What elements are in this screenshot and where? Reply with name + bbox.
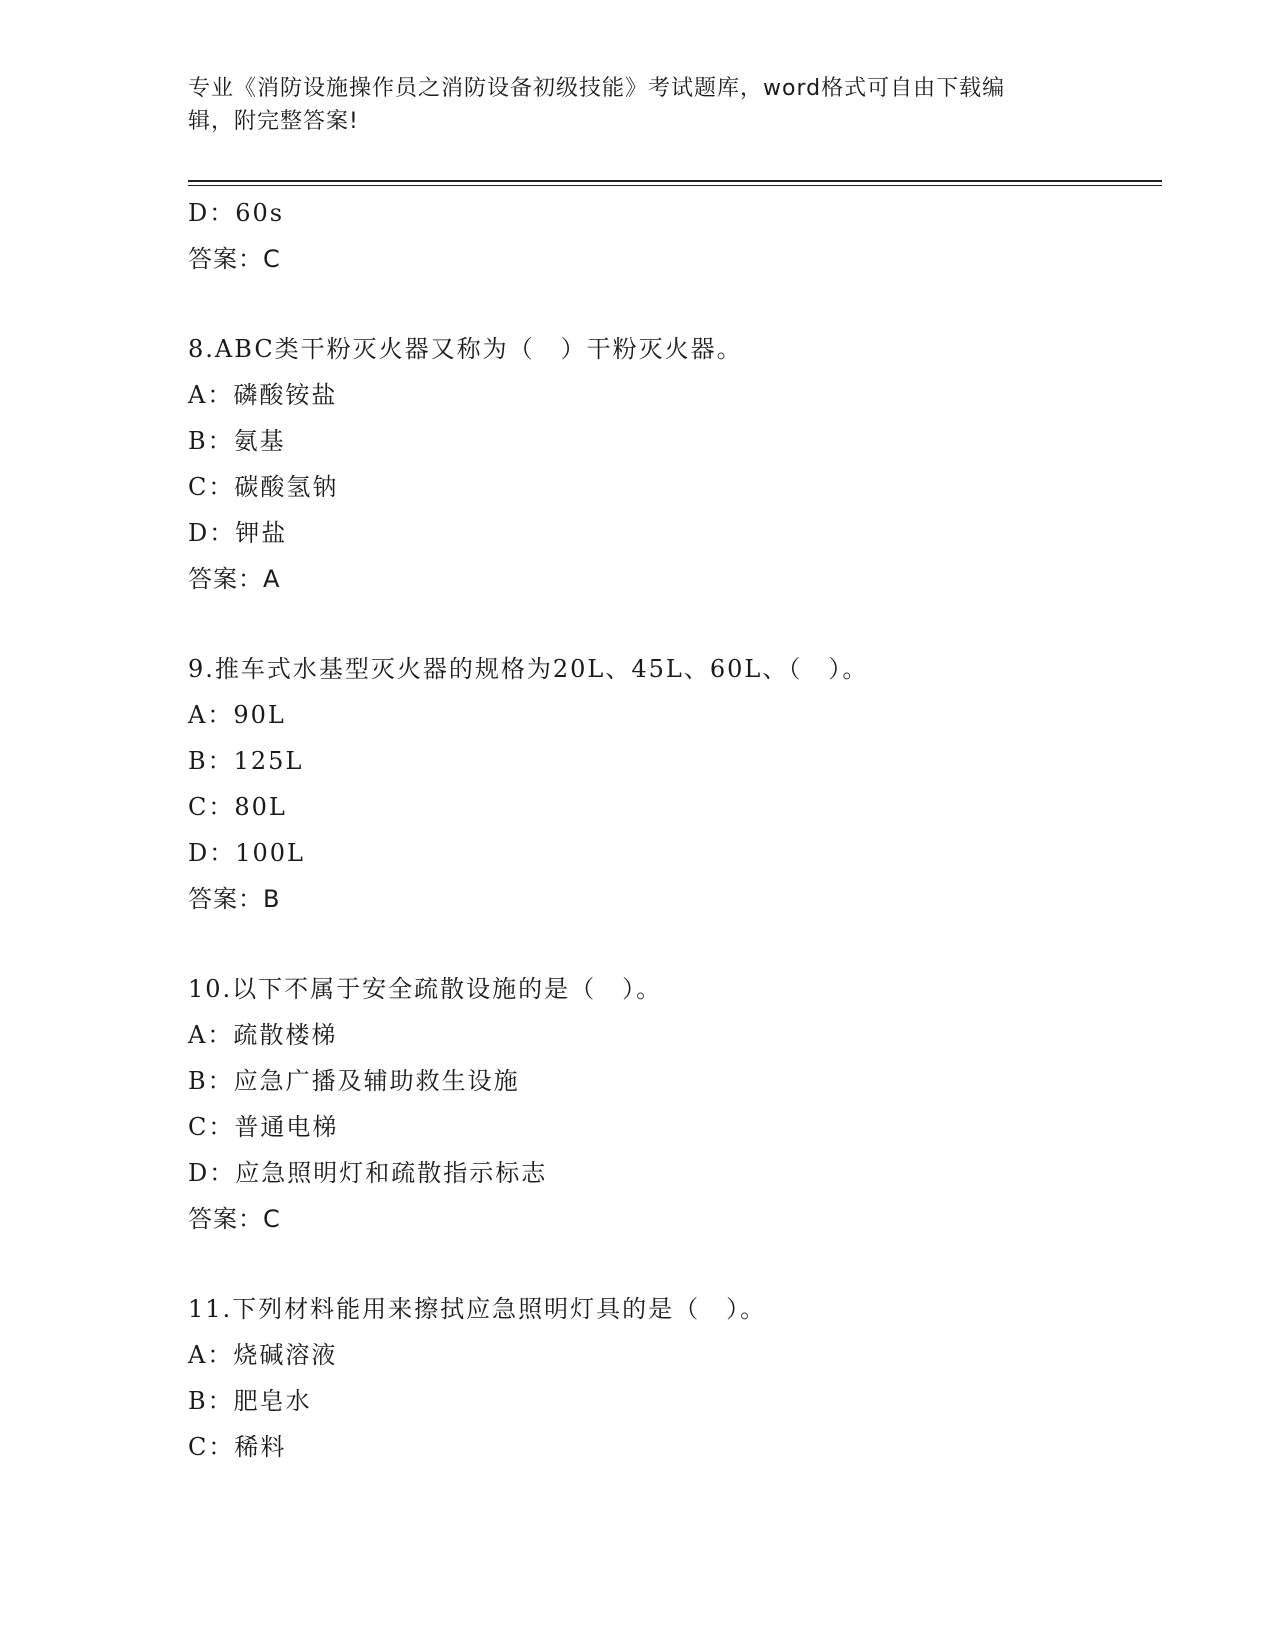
option-d: D：100L: [188, 839, 305, 867]
option-a: A：90L: [188, 701, 286, 729]
option-d: D：60s: [188, 199, 285, 227]
option-c: C：普通电梯: [188, 1113, 339, 1141]
option-d: D：钾盐: [188, 519, 288, 547]
document-header: [188, 72, 1088, 138]
option-d: D：应急照明灯和疏散指示标志: [188, 1159, 548, 1187]
question-8: [188, 326, 1162, 602]
question-gap: [188, 922, 1162, 966]
header-divider-thick: [188, 180, 1162, 182]
answer-line: 答案：C: [188, 1205, 281, 1233]
option-b: B：氨基: [188, 427, 286, 455]
question-gap: [188, 282, 1162, 326]
question-stem: 8.ABC类干粉灭火器又称为（ ）干粉灭火器。: [188, 335, 743, 363]
question-gap: [188, 1242, 1162, 1286]
header-line-1: 专业《消防设施操作员之消防设备初级技能》考试题库，word格式可自由下载编: [188, 76, 1006, 101]
question-gap: [188, 602, 1162, 646]
option-a: A：疏散楼梯: [188, 1021, 338, 1049]
question-stem: 9.推车式水基型灭火器的规格为20L、45L、60L、（ ）。: [188, 655, 869, 683]
header-divider-thin: [188, 185, 1162, 186]
question-11: [188, 1286, 1162, 1470]
option-a: A：磷酸铵盐: [188, 381, 338, 409]
previous-question-tail: [188, 190, 1162, 282]
option-c: C：80L: [188, 793, 287, 821]
header-line-2: 辑，附完整答案!: [188, 109, 359, 134]
question-stem: 11.下列材料能用来擦拭应急照明灯具的是（ ）。: [188, 1295, 767, 1323]
option-b: B：125L: [188, 747, 304, 775]
question-stem: 10.以下不属于安全疏散设施的是（ ）。: [188, 975, 663, 1003]
question-10: [188, 966, 1162, 1242]
option-c: C：碳酸氢钠: [188, 473, 339, 501]
option-c: C：稀料: [188, 1433, 287, 1461]
option-a: A：烧碱溶液: [188, 1341, 338, 1369]
question-list: [188, 190, 1162, 1470]
option-b: B：应急广播及辅助救生设施: [188, 1067, 520, 1095]
answer-line: 答案：B: [188, 885, 281, 913]
question-9: [188, 646, 1162, 922]
answer-line: 答案：A: [188, 565, 281, 593]
option-b: B：肥皂水: [188, 1387, 312, 1415]
answer-line: 答案：C: [188, 245, 281, 273]
